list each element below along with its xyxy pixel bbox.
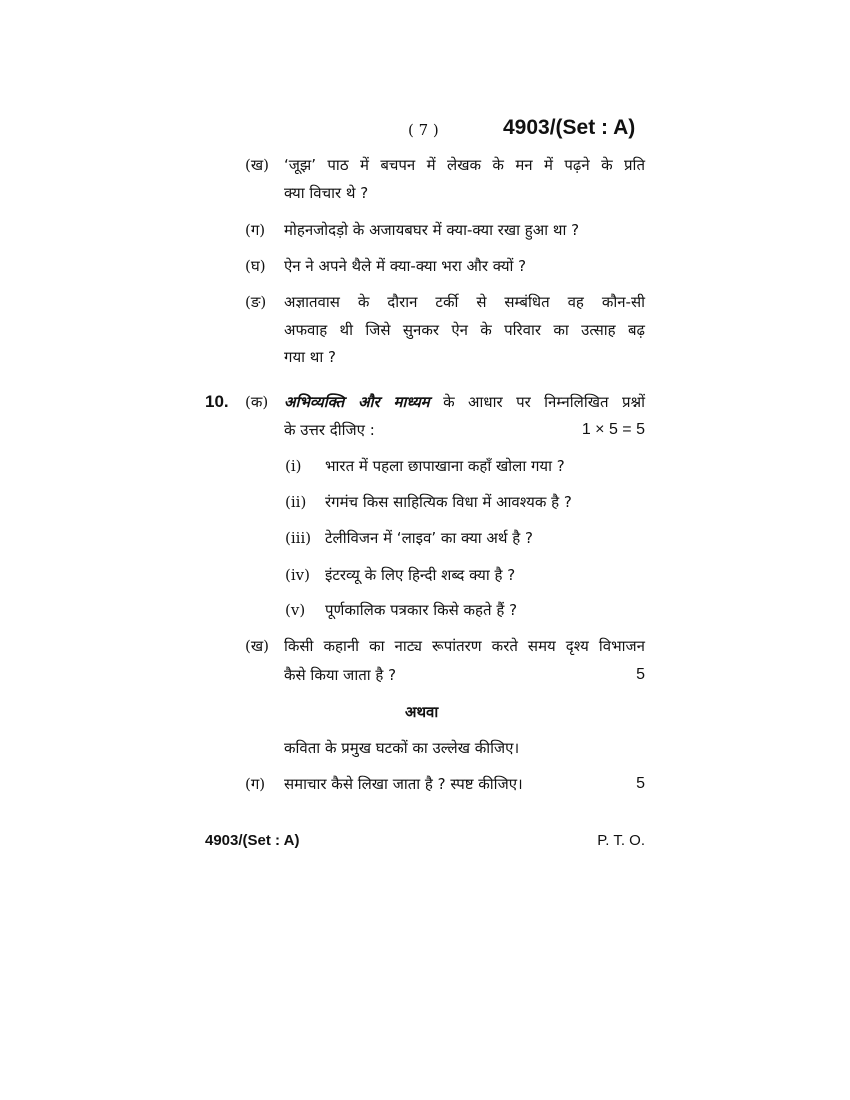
question-text: क्या विचार थे ? [284,184,369,202]
sub-label: (ii) [285,493,307,511]
question-text: समाचार कैसे लिखा जाता है ? स्पष्ट कीजिए। [284,775,523,793]
sub-label: (iv) [285,566,310,584]
or-label: अथवा [405,703,439,721]
question-label: (ग) [245,221,266,239]
please-turn-over: P. T. O. [597,832,645,849]
sub-label: (i) [285,457,302,475]
question-label: (क) [245,393,269,411]
or-question-text: कविता के प्रमुख घटकों का उल्लेख कीजिए। [284,739,520,757]
marks: 5 [636,775,645,792]
marks: 1 × 5 = 5 [581,421,645,438]
question-text: मोहनजोदड़ो के अजायबघर में क्या-क्या रखा हुआ था ? [284,221,580,239]
paper-code: 4903/(Set : A) [503,116,636,139]
question-text: गया था ? [284,348,336,366]
sub-label: (v) [285,601,306,619]
question-label: (ख) [245,156,269,174]
question-text: अज्ञातवास के दौरान टर्की से सम्बंधित वह कौन-सी [284,293,645,311]
question-label: (घ) [245,257,266,275]
sub-text: भारत में पहला छापाखाना कहाँ खोला गया ? [325,457,565,475]
sub-label: (iii) [285,529,312,547]
marks: 5 [636,666,645,683]
question-text: ऐन ने अपने थैले में क्या-क्या भरा और क्यों ? [284,257,527,275]
question-text [284,392,645,412]
sub-text: इंटरव्यू के लिए हिन्दी शब्द क्या है ? [325,566,516,584]
question-label: (ङ) [245,293,267,311]
question-text: कैसे किया जाता है ? [284,666,397,684]
question-number: 10. [205,392,229,411]
sub-text: रंगमंच किस साहित्यिक विधा में आवश्यक है ? [325,493,572,511]
page-number: ( 7 ) [408,121,439,139]
question-text: के उत्तर दीजिए : [284,421,375,439]
question-text: अफवाह थी जिसे सुनकर ऐन के परिवार का उत्साह बढ़ [284,321,645,339]
sub-text: टेलीविजन में ‘लाइव’ का क्या अर्थ है ? [325,529,533,547]
question-label: (ग) [245,775,266,793]
question-text: किसी कहानी का नाट्य रूपांतरण करते समय दृश्य विभाजन [284,637,645,655]
question-label: (ख) [245,637,269,655]
book-title: अभिव्यक्ति और माध्यम [284,393,430,411]
footer-code: 4903/(Set : A) [205,832,300,849]
question-text: ‘जूझ’ पाठ में बचपन में लेखक के मन में पढ़ने के प्रति [284,156,645,174]
sub-text: पूर्णकालिक पत्रकार किसे कहते हैं ? [325,601,518,619]
question-text-rest: के आधार पर निम्नलिखित प्रश्नों [429,393,645,411]
